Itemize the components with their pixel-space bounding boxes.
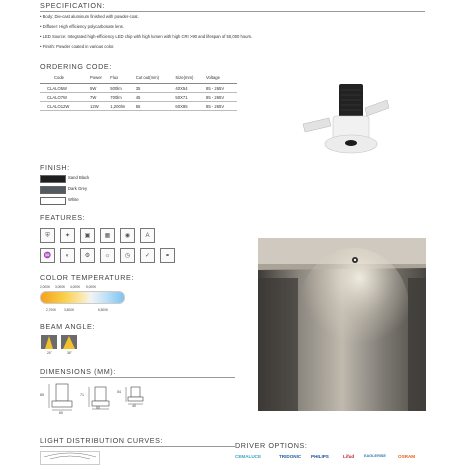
cell-size: 60X85 [175, 101, 206, 110]
col-power: Power [90, 73, 110, 84]
col-size: Size(mm) [175, 73, 206, 84]
dimension-drawing-7w [87, 386, 113, 410]
brand-logo: Lifud [343, 454, 355, 459]
dim-width-label: 60 [59, 411, 63, 415]
beam-36-icon [61, 335, 77, 349]
cell-flux: 1,200lm [110, 101, 135, 110]
spec-item: • Body: Die-cast aluminum finished with powder-coat. [40, 14, 139, 19]
color-temperature-bar [40, 291, 125, 304]
cell-size: 50X71 [175, 92, 206, 101]
col-flux: Flux [110, 73, 135, 84]
cell-size: 40X54 [175, 84, 206, 93]
finish-swatch-sand-black [40, 175, 66, 183]
cell-voltage: 85 - 265V [206, 92, 237, 101]
dim-height-label: 85 [40, 393, 44, 397]
finish-label: White [68, 197, 79, 202]
dimension-drawing-5w [124, 386, 146, 405]
clock-icon: ◷ [120, 248, 135, 263]
table-row [40, 101, 237, 110]
handshake-icon: ⚭ [160, 248, 175, 263]
installation-photo [258, 238, 426, 411]
col-cutout: Cut out(mm) [136, 73, 176, 84]
brand-logo: OSRAM [398, 454, 416, 459]
features-title: FEATURES: [40, 213, 86, 222]
temp-tick-bottom: 2,700K [46, 308, 57, 312]
light-distribution-title: LIGHT DISTRIBUTION CURVES: [40, 436, 164, 445]
dim-width-label: 40 [132, 404, 136, 408]
dim-icon: ◐ [60, 248, 75, 263]
light-distribution-divider [40, 446, 235, 447]
spec-item: • LED Source: Integrated high-efficiency LED chip with high lumen with high CRI >90 and lifespan of 50,000 hours. [40, 34, 253, 39]
led-icon: ◉ [120, 228, 135, 243]
dimension-drawing-12w [47, 383, 77, 411]
temp-tick-bottom: 3,500K [64, 308, 75, 312]
chip-icon: ▣ [80, 228, 95, 243]
cell-cutout: 45 [136, 92, 176, 101]
shield-icon: ⛨ [40, 228, 55, 243]
gear-icon: ⚙ [80, 248, 95, 263]
ordering-title: ORDERING CODE: [40, 62, 112, 71]
cell-power: 7W [90, 92, 110, 101]
table-header-row [40, 73, 237, 84]
cell-cutout: 35 [136, 84, 176, 93]
drop-icon: ♒ [40, 248, 55, 263]
calendar-icon: ▦ [100, 228, 115, 243]
cell-voltage: 85 - 265V [206, 84, 237, 93]
bulb-icon: ✦ [60, 228, 75, 243]
dimensions-divider [40, 377, 235, 378]
finish-label: Sand Black [68, 175, 90, 180]
cell-flux: 700lm [110, 92, 135, 101]
a-plus-icon: A [140, 228, 155, 243]
col-voltage: Voltage [206, 73, 237, 84]
cell-code: CLALO7W [40, 92, 90, 101]
cell-code: CLALO5W [40, 84, 90, 93]
temp-tick-top: 5,000K [86, 285, 97, 289]
spec-item: • Finish: Powder coated in various color. [40, 44, 115, 49]
temp-tick-top: 3,000K [55, 285, 66, 289]
beam-angle-title: BEAM ANGLE: [40, 322, 95, 331]
spec-item: • Diffuser: High efficiency polycarbonate lens. [40, 24, 124, 29]
table-row [40, 92, 237, 101]
temp-tick-bottom: 6,500K [98, 308, 109, 312]
color-temperature-title: COLOR TEMPERATURE: [40, 273, 134, 282]
beam-angle-label: 36° [67, 351, 72, 355]
temp-tick-top: 2,000K [40, 285, 51, 289]
finish-title: FINISH: [40, 163, 70, 172]
product-image [295, 80, 395, 165]
brand-logo: TRIDONIC [279, 454, 302, 459]
cell-code: CLALO12W [40, 101, 90, 110]
brand-logo: CEMALUCE [235, 454, 262, 459]
ordering-table [40, 73, 237, 111]
table-row [40, 84, 237, 93]
dimensions-title: DIMENSIONS (MM): [40, 367, 116, 376]
col-code: Code [40, 73, 90, 84]
cell-power: 5W [90, 84, 110, 93]
beam-angle-label: 24° [47, 351, 52, 355]
dim-height-label: 54 [117, 390, 121, 394]
cell-flux: 500lm [110, 84, 135, 93]
finish-label: Dark Grey [68, 186, 88, 191]
specification-title: SPECIFICATION: [40, 1, 105, 10]
cell-power: 12W [90, 101, 110, 110]
cert-icon: ✓ [140, 248, 155, 263]
dim-width-label: 50 [96, 406, 100, 410]
brand-logo: EAGLERISE [364, 454, 386, 458]
specification-divider [40, 11, 425, 12]
finish-swatch-white [40, 197, 66, 205]
sun-icon: ☼ [100, 248, 115, 263]
dim-height-label: 71 [80, 393, 84, 397]
finish-swatch-dark-grey [40, 186, 66, 194]
light-distribution-chart [40, 451, 100, 465]
temp-tick-top: 4,000K [70, 285, 81, 289]
cell-voltage: 85 - 265V [206, 101, 237, 110]
brand-logo: PHILIPS [311, 454, 329, 459]
driver-options-title: DRIVER OPTIONS: [235, 441, 308, 450]
cell-cutout: 55 [136, 101, 176, 110]
beam-24-icon [41, 335, 57, 349]
